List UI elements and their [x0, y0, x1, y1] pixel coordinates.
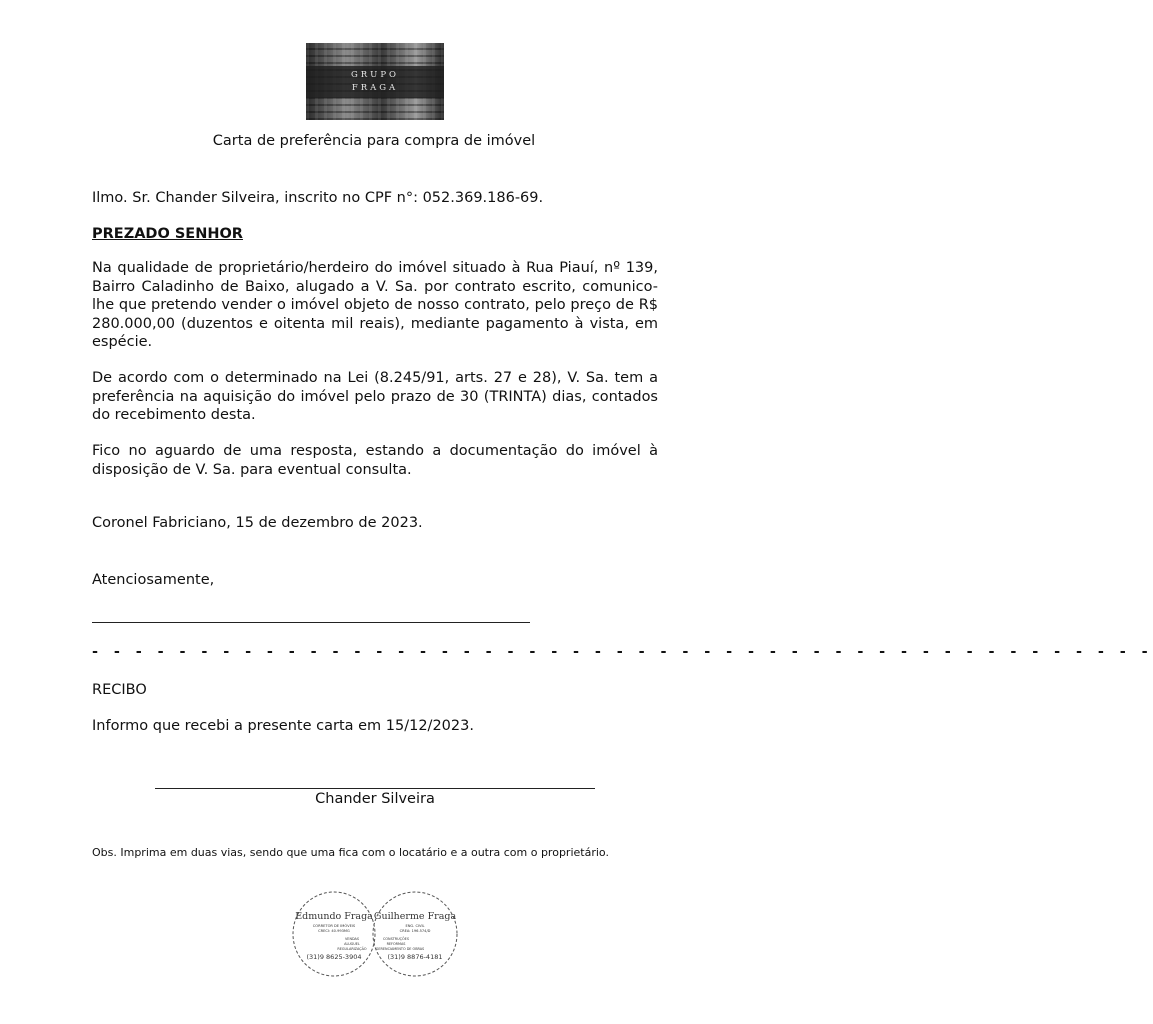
stamp1-role: CORRETOR DE IMÓVEIS	[312, 924, 356, 928]
stamp1-phone: (31)9 8625-3904	[306, 953, 362, 961]
paragraph-legal: De acordo com o determinado na Lei (8.245/91, arts. 27 e 28), V. Sa. tem a preferência na aquisição do imóvel pelo prazo de 30 (TRINTA) dias, contados do recebimento desta.	[92, 370, 658, 423]
receipt-text: Informo que recebi a presente carta em 15/12/2023.	[92, 718, 474, 734]
cut-line: - - - - - - - - - - - - - - - - - - - - - - - - - - - - - - - - - - - - - - - - - - - - - - - - -	[92, 644, 1153, 660]
paragraph-offer: Na qualidade de proprietário/herdeiro do imóvel situado à Rua Piauí, nº 139, Bairro Caladinho de Baixo, alugado a V. Sa. por contrato escrito, comunico-lhe que pretendo vender o imóvel objeto de nosso contrato, pelo preço de R$ 280.000,00 (duzentos e oitenta mil reais), mediante pagamento à vista, em espécie.	[92, 260, 658, 350]
addressee-line: Ilmo. Sr. Chander Silveira, inscrito no CPF n°: 052.369.186-69.	[92, 190, 544, 206]
sender-signature-line	[92, 622, 530, 623]
receiver-signature-line	[155, 788, 595, 789]
place-date: Coronel Fabriciano, 15 de dezembro de 2023.	[92, 515, 423, 531]
company-logo	[306, 43, 444, 120]
stamp2-service-3: GERENCIAMENTO DE OBRAS	[375, 947, 425, 951]
stamp-circle-2	[373, 892, 457, 976]
stamp2-crea: CREA: 196.574/D	[399, 929, 431, 933]
stamp2-phone: (31)9 8876-4181	[387, 953, 443, 961]
paragraph-closing: Fico no aguardo de uma resposta, estando a documentação do imóvel à disposição de V. Sa. para eventual consulta.	[92, 443, 658, 478]
logo-text-line2: FRAGA	[351, 83, 399, 93]
signatory-name: Chander Silveira	[315, 791, 435, 807]
receipt-title: RECIBO	[92, 682, 147, 698]
stamp2-name: Guilherme Fraga	[373, 911, 457, 922]
stamp1-service-3: REGULARIZAÇÃO	[337, 947, 367, 951]
stamp1-name: Edmundo Fraga	[295, 911, 373, 922]
logo-band	[306, 66, 444, 98]
document-title: Carta de preferência para compra de imóvel	[212, 133, 536, 149]
print-note: Obs. Imprima em duas vias, sendo que uma fica com o locatário e a outra com o proprietário.	[92, 846, 609, 859]
stamp-circle-1	[293, 892, 375, 976]
stamp2-role: ENG. CIVIL	[405, 924, 425, 928]
stamp2-service-2: REFORMAS	[386, 942, 406, 946]
closing-salutation: Atenciosamente,	[92, 572, 215, 588]
stamp1-creci: CRECI: 40.993MG	[318, 929, 350, 933]
salutation: PREZADO SENHOR	[92, 226, 243, 242]
signature-stamps	[290, 889, 460, 979]
stamp2-service-1: CONSTRUÇÕES	[383, 937, 409, 941]
logo-text-line1: GRUPO	[350, 70, 400, 80]
stamp1-service-1: VENDAS	[344, 937, 360, 941]
stamp1-service-2: ALUGUEL	[344, 942, 360, 946]
